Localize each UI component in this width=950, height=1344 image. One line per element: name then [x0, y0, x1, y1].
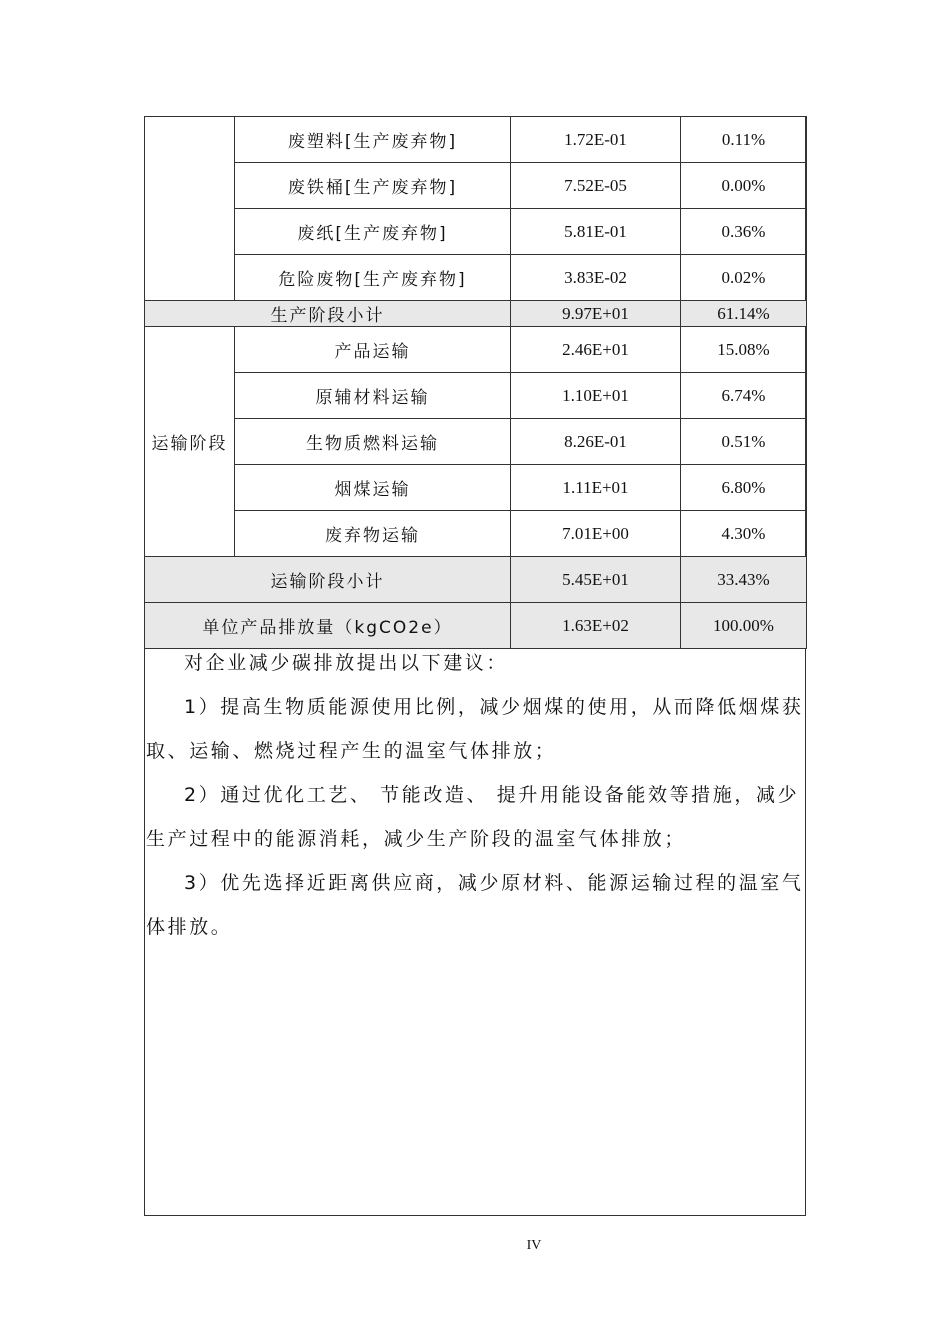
- percent-cell: 0.11%: [681, 117, 807, 163]
- item-cell: 废塑料[生产废弃物]: [235, 117, 511, 163]
- value-cell: 7.01E+00: [511, 511, 681, 557]
- value-cell: 5.45E+01: [511, 557, 681, 603]
- table-row: [145, 117, 807, 163]
- item-cell: 废铁桶[生产废弃物]: [235, 163, 511, 209]
- item-cell: 生物质燃料运输: [235, 419, 511, 465]
- item-cell: 废纸[生产废弃物]: [235, 209, 511, 255]
- production-subtotal-row: [145, 301, 807, 327]
- table-row: [145, 465, 807, 511]
- subtotal-label: 运输阶段小计: [145, 557, 511, 603]
- percent-cell: 0.36%: [681, 209, 807, 255]
- value-cell: 8.26E-01: [511, 419, 681, 465]
- percent-cell: 0.00%: [681, 163, 807, 209]
- table-row: [145, 373, 807, 419]
- value-cell: 7.52E-05: [511, 163, 681, 209]
- item-cell: 危险废物[生产废弃物]: [235, 255, 511, 301]
- percent-cell: 33.43%: [681, 557, 807, 603]
- percent-cell: 100.00%: [681, 603, 807, 649]
- emissions-table: [144, 116, 807, 649]
- table-row: [145, 163, 807, 209]
- value-cell: 3.83E-02: [511, 255, 681, 301]
- value-cell: 1.10E+01: [511, 373, 681, 419]
- unit-total-label: 单位产品排放量（kgCO2e）: [145, 603, 511, 649]
- table-row: [145, 209, 807, 255]
- percent-cell: 6.80%: [681, 465, 807, 511]
- value-cell: 2.46E+01: [511, 327, 681, 373]
- subtotal-label: 生产阶段小计: [145, 301, 511, 327]
- recommendation-item: 2）通过优化工艺、 节能改造、 提升用能设备能效等措施，减少生产过程中的能源消耗，减少生产阶段的温室气体排放；: [146, 784, 800, 850]
- value-cell: 9.97E+01: [511, 301, 681, 327]
- percent-cell: 0.02%: [681, 255, 807, 301]
- item-cell: 原辅材料运输: [235, 373, 511, 419]
- production-stage-cell: [145, 117, 235, 301]
- item-cell: 产品运输: [235, 327, 511, 373]
- percent-cell: 61.14%: [681, 301, 807, 327]
- table-row: [145, 511, 807, 557]
- table-row: [145, 255, 807, 301]
- recommendation-item: 3）优先选择近距离供应商，减少原材料、能源运输过程的温室气体排放。: [146, 872, 804, 938]
- item-cell: 废弃物运输: [235, 511, 511, 557]
- percent-cell: 6.74%: [681, 373, 807, 419]
- transport-subtotal-row: [145, 557, 807, 603]
- transport-stage-label: 运输阶段: [145, 327, 235, 557]
- percent-cell: 15.08%: [681, 327, 807, 373]
- page-number: IV: [526, 1238, 542, 1253]
- value-cell: 5.81E-01: [511, 209, 681, 255]
- percent-cell: 0.51%: [681, 419, 807, 465]
- recommendations: [146, 641, 806, 949]
- percent-cell: 4.30%: [681, 511, 807, 557]
- recommendations-intro: 对企业减少碳排放提出以下建议：: [184, 652, 509, 674]
- recommendation-item: 1）提高生物质能源使用比例，减少烟煤的使用，从而降低烟煤获取、运输、燃烧过程产生的温室气体排放；: [146, 696, 804, 762]
- item-cell: 烟煤运输: [235, 465, 511, 511]
- value-cell: 1.63E+02: [511, 603, 681, 649]
- value-cell: 1.11E+01: [511, 465, 681, 511]
- table-row: [145, 327, 807, 373]
- table-row: [145, 419, 807, 465]
- value-cell: 1.72E-01: [511, 117, 681, 163]
